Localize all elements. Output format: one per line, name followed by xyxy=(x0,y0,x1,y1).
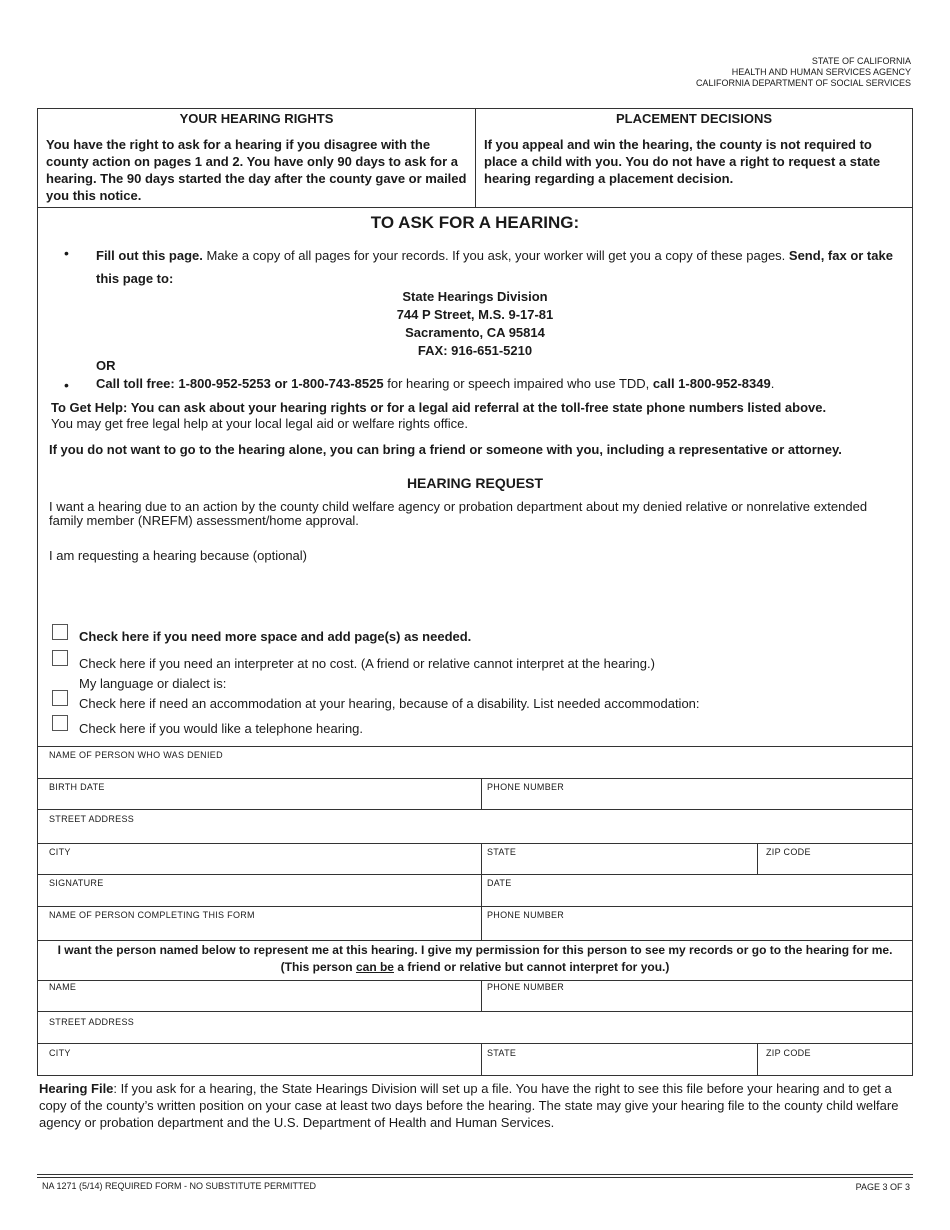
street-address-input[interactable] xyxy=(49,824,903,842)
agency-line-hhsa: HEALTH AND HUMAN SERVICES AGENCY xyxy=(731,67,911,77)
bullet-fill-out: • xyxy=(64,245,69,261)
form-id: NA 1271 (5/14) REQUIRED FORM - NO SUBSTITUTE PERMITTED xyxy=(42,1181,317,1191)
call-tdd-text: for hearing or speech impaired who use TDD, xyxy=(383,376,653,391)
bring-friend-note: If you do not want to go to the hearing alone, you can bring a friend or someone with you, including a representative or attorney. xyxy=(49,442,842,457)
grid-line xyxy=(37,746,913,747)
rep-line2-end: a friend or relative but cannot interpret for you.) xyxy=(393,960,670,974)
grid-divider xyxy=(481,1043,482,1075)
grid-divider xyxy=(481,980,482,1011)
date-input[interactable] xyxy=(487,888,901,906)
footer-rule-top xyxy=(37,1174,913,1175)
date-label: DATE xyxy=(487,878,512,888)
accommodation-label: Check here if need an accommodation at your hearing, because of a disability. List needed accommodation: xyxy=(79,696,700,711)
accommodation-checkbox[interactable] xyxy=(52,690,68,706)
or-label: OR xyxy=(96,358,116,373)
zip-code-label: ZIP CODE xyxy=(766,847,811,857)
city-input[interactable] xyxy=(49,857,473,875)
interpreter-checkbox[interactable] xyxy=(52,650,68,666)
city-label: CITY xyxy=(49,847,71,857)
name-completing-label: NAME OF PERSON COMPLETING THIS FORM xyxy=(49,910,255,920)
address-line-fax: FAX: 916-651-5210 xyxy=(417,343,533,358)
call-end: . xyxy=(770,376,775,391)
completing-phone-label: PHONE NUMBER xyxy=(487,910,565,920)
language-label: My language or dialect is: xyxy=(79,676,227,691)
more-space-label: Check here if you need more space and add page(s) as needed. xyxy=(79,629,472,644)
address-line-street: 744 P Street, M.S. 9-17-81 xyxy=(396,307,554,322)
rep-state-input[interactable] xyxy=(487,1058,751,1076)
state-label: STATE xyxy=(487,847,517,857)
representative-permission xyxy=(38,942,912,976)
name-completing-input[interactable] xyxy=(49,920,473,940)
rep-street-input[interactable] xyxy=(49,1027,903,1043)
rep-name-label: NAME xyxy=(49,982,77,992)
ask-hearing-title: TO ASK FOR A HEARING: xyxy=(370,213,580,232)
footer-rule-bottom xyxy=(37,1177,913,1178)
reason-input[interactable] xyxy=(49,566,903,622)
signature-input[interactable] xyxy=(49,888,473,906)
name-denied-input[interactable] xyxy=(49,760,903,778)
street-address-label: STREET ADDRESS xyxy=(49,814,135,824)
agency-line-state: STATE OF CALIFORNIA xyxy=(811,56,911,66)
accommodation-input[interactable] xyxy=(752,694,906,712)
name-denied-label: NAME OF PERSON WHO WAS DENIED xyxy=(49,750,223,760)
signature-label: SIGNATURE xyxy=(49,878,104,888)
get-help xyxy=(51,400,901,432)
grid-divider xyxy=(757,843,758,874)
hearing-file-note xyxy=(39,1080,911,1131)
hearing-file-label: Hearing File xyxy=(39,1081,114,1096)
rep-street-label: STREET ADDRESS xyxy=(49,1017,135,1027)
language-input[interactable] xyxy=(245,674,549,692)
completing-phone-input[interactable] xyxy=(487,920,901,940)
grid-line xyxy=(37,980,913,981)
grid-line xyxy=(37,1043,913,1044)
hearing-rights-text: You have the right to ask for a hearing if you disagree with the county action on pages 1 and 2. You have only 90 days to ask for a hearing. The 90 days started the day after the county gave or mailed you this notice. xyxy=(46,137,467,203)
fill-out-instructions xyxy=(96,244,896,290)
hearing-file-text: : If you ask for a hearing, the State Hearings Division will set up a file. You have the right to see this file before your hearing and to get a copy of the county’s written position on your case at least two days before the hearing. The state may give your hearing file to the county child welfare agency or probation department and the U.S. Department of Health and Human Services. xyxy=(39,1081,899,1130)
rep-phone-input[interactable] xyxy=(487,993,901,1011)
grid-line xyxy=(37,940,913,941)
telephone-label: Check here if you would like a telephone hearing. xyxy=(79,721,364,736)
call-tdd-number: call 1-800-952-8349 xyxy=(652,376,771,391)
send-fax-bold: Send, fax or take this page to: xyxy=(96,248,893,286)
rep-zip-input[interactable] xyxy=(766,1058,910,1076)
grid-line xyxy=(37,1011,913,1012)
representative-permission-line2 xyxy=(38,959,912,976)
phone-number-input[interactable] xyxy=(487,792,901,810)
phone-number-label: PHONE NUMBER xyxy=(487,782,565,792)
telephone-checkbox[interactable] xyxy=(52,715,68,731)
rep-zip-label: ZIP CODE xyxy=(766,1048,811,1058)
hearing-rights-box xyxy=(37,108,476,208)
address-line-city: Sacramento, CA 95814 xyxy=(405,325,545,340)
bullet-call: • xyxy=(64,377,69,393)
grid-divider xyxy=(757,1043,758,1075)
placement-decisions-heading: PLACEMENT DECISIONS xyxy=(615,111,772,126)
hearing-request-statement: I want a hearing due to an action by the county child welfare agency or probation department about my denied relative or nonrelative extended family member (NREFM) assessment/home approval. xyxy=(49,499,868,528)
reason-label: I am requesting a hearing because (optional) xyxy=(49,548,307,563)
address-line-division: State Hearings Division xyxy=(402,289,548,304)
birth-date-input[interactable] xyxy=(49,792,473,810)
grid-divider xyxy=(481,843,482,940)
rep-state-label: STATE xyxy=(487,1048,517,1058)
fill-out-bold: Fill out this page. xyxy=(96,248,203,263)
birth-date-label: BIRTH DATE xyxy=(49,782,105,792)
agency-header xyxy=(696,56,911,89)
grid-line xyxy=(37,778,913,779)
placement-decisions-box xyxy=(475,108,913,208)
placement-decisions-text: If you appeal and win the hearing, the county is not required to place a child with you. You do not have a right to request a state hearing regarding a placement decision. xyxy=(484,137,881,186)
page-number: PAGE 3 OF 3 xyxy=(855,1182,910,1192)
agency-line-cdss: CALIFORNIA DEPARTMENT OF SOCIAL SERVICES xyxy=(695,78,911,88)
interpreter-label: Check here if you need an interpreter at no cost. (A friend or relative cannot interpret at the hearing.) xyxy=(79,656,655,671)
hearing-rights-heading: YOUR HEARING RIGHTS xyxy=(179,111,334,126)
fill-out-text: Make a copy of all pages for your records. If you ask, your worker will get you a copy of these pages. xyxy=(202,248,789,263)
grid-divider xyxy=(481,778,482,809)
grid-line xyxy=(37,843,913,844)
grid-line xyxy=(37,906,913,907)
more-space-checkbox[interactable] xyxy=(52,624,68,640)
call-toll-free xyxy=(96,376,774,391)
mailing-address xyxy=(0,288,950,360)
get-help-bold: To Get Help: You can ask about your hearing rights or for a legal aid referral at the toll-free state phone numbers listed above. xyxy=(51,400,827,415)
state-input[interactable] xyxy=(487,857,751,875)
rep-phone-label: PHONE NUMBER xyxy=(487,982,565,992)
rep-city-label: CITY xyxy=(49,1048,71,1058)
representative-permission-line1: I want the person named below to represent me at this hearing. I give my permission for this person to see my records or go to the hearing for me. xyxy=(57,943,893,957)
hearing-request-heading: HEARING REQUEST xyxy=(406,475,544,491)
rep-city-input[interactable] xyxy=(49,1058,473,1076)
zip-code-input[interactable] xyxy=(766,857,910,875)
rep-line2-underlined: can be xyxy=(355,960,394,974)
call-numbers-bold: Call toll free: 1-800-952-5253 or 1-800-743-8525 xyxy=(96,376,384,391)
rep-name-input[interactable] xyxy=(49,993,473,1011)
get-help-text: You may get free legal help at your local legal aid or welfare rights office. xyxy=(51,416,468,431)
rep-line2-start: (This person xyxy=(280,960,356,974)
